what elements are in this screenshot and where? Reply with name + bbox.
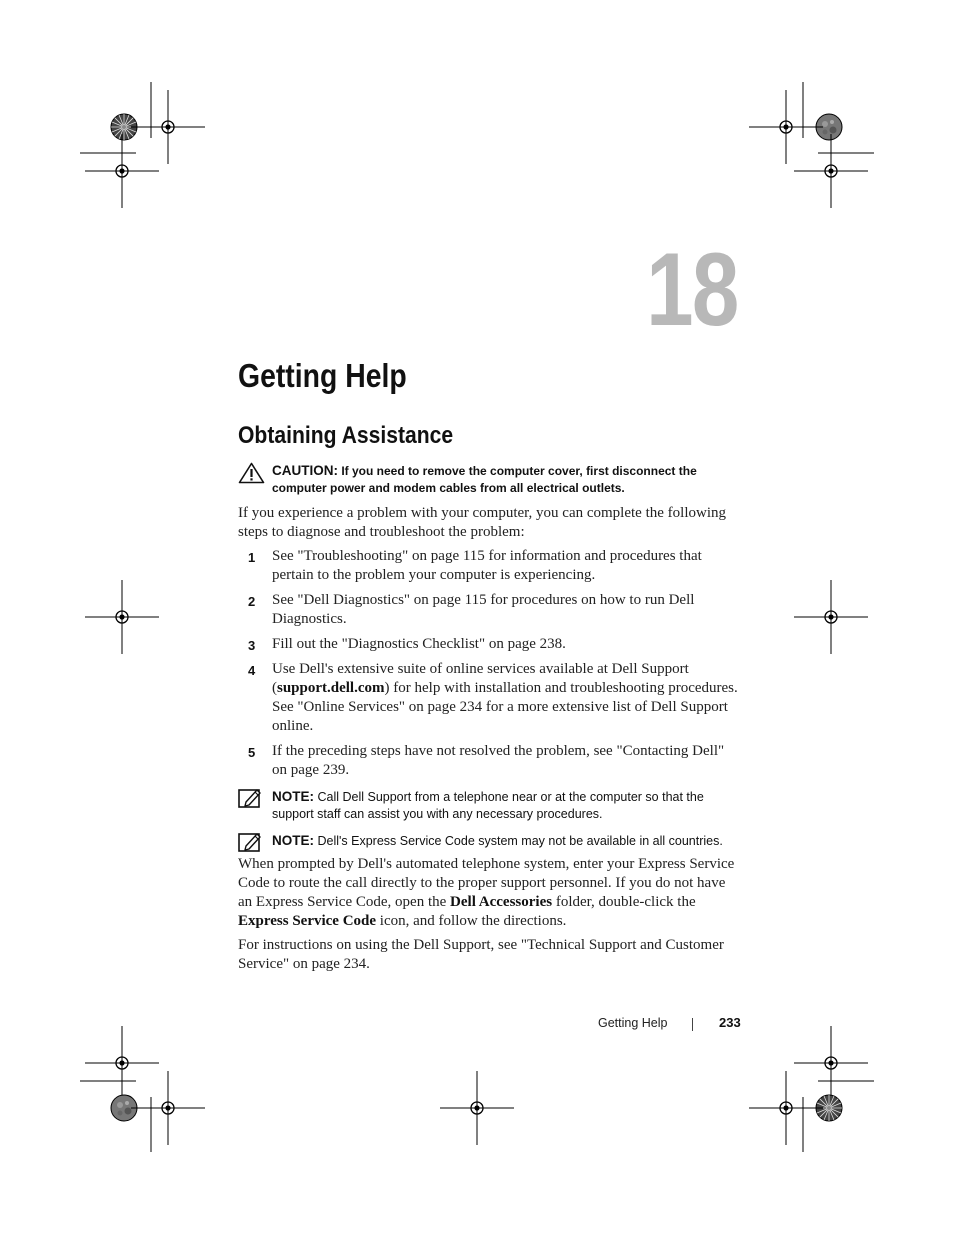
step-text: See "Troubleshooting" on page 115 for information and procedures that pertain to the problem your computer is experiencing. (272, 548, 702, 583)
note-label: NOTE: (272, 833, 314, 848)
pencil-note-icon (238, 832, 262, 857)
troubleshooting-steps (238, 547, 738, 786)
chapter-title: Getting Help (238, 357, 407, 394)
dell-accessories-term: Dell Accessories (450, 894, 553, 910)
step-text: See "Dell Diagnostics" on page 115 for procedures on how to run Dell Diagnostics. (272, 592, 695, 627)
pencil-note-icon (238, 788, 262, 813)
caution-text: If you need to remove the computer cover, first disconnect the computer power and modem cables from all electrical outlets. (272, 464, 697, 495)
page-number: 233 (719, 1015, 741, 1030)
footer-chapter-label: Getting Help (598, 1016, 668, 1030)
section-title: Obtaining Assistance (238, 422, 454, 449)
intro-paragraph: If you experience a problem with your computer, you can complete the following steps to diagnose and troubleshoot the problem: (238, 505, 726, 540)
footer-separator (692, 1018, 693, 1031)
list-item (238, 660, 738, 736)
list-item (238, 547, 738, 585)
step-text: Fill out the "Diagnostics Checklist" on page 238. (272, 636, 566, 652)
support-link[interactable]: support.dell.com (277, 680, 385, 696)
step-number: 1 (248, 550, 256, 565)
step-text: If the preceding steps have not resolved the problem, see "Contacting Dell" on page 239. (272, 743, 725, 778)
chapter-number: 18 (646, 232, 738, 348)
step-text-pre: Use Dell's extensive suite of online services available at Dell Support ( (272, 661, 689, 696)
list-item (238, 742, 738, 780)
express-service-code-term: Express Service Code (238, 913, 377, 929)
warning-triangle-icon (238, 462, 265, 489)
express-service-paragraph (238, 855, 738, 931)
para-text: When prompted by Dell's automated telephone system, enter your Express Service Code to route the call directly to the proper support personnel. If you do not have an Express Service Code, open the (238, 856, 735, 910)
support-paragraph: For instructions on using the Dell Support, see "Technical Support and Customer Service" on page 234. (238, 937, 724, 972)
step-number: 5 (248, 745, 256, 760)
para-text: folder, double-click the (552, 894, 696, 910)
para-text: icon, and follow the directions. (376, 913, 567, 929)
step-number: 2 (248, 594, 256, 609)
note-text: Call Dell Support from a telephone near or at the computer so that the support staff can assist you with any necessary procedures. (272, 790, 704, 821)
list-item (238, 635, 738, 654)
step-number: 3 (248, 638, 256, 653)
step-number: 4 (248, 663, 256, 678)
caution-label: CAUTION: (272, 463, 338, 478)
note-text: Dell's Express Service Code system may not be available in all countries. (314, 834, 723, 848)
list-item (238, 591, 738, 629)
step-text-post: ) for help with installation and troubleshooting procedures. See "Online Services" on page 234 for a more extensive list of Dell Support online. (272, 680, 738, 734)
note-label: NOTE: (272, 789, 314, 804)
